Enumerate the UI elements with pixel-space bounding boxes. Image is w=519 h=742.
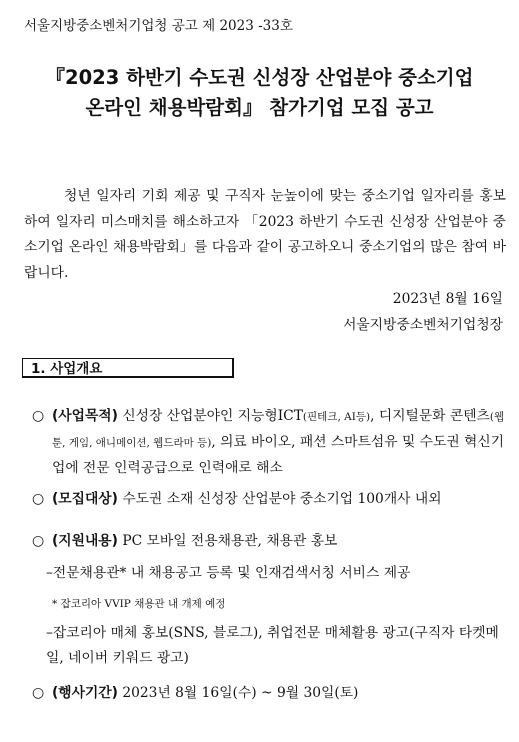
section-heading: 1. 사업개요	[22, 358, 234, 378]
period-item	[52, 681, 507, 706]
target-text: 수도권 소재 신성장 산업분야 중소기업 100개사 내외	[122, 491, 442, 507]
bullet-icon: ○	[32, 408, 45, 424]
purpose-text-b-small: (웹툰, 게임, 애니메이션, 웹드라마 등)	[52, 411, 505, 449]
target-item	[52, 487, 507, 512]
purpose-text-c: , 의료 바이오, 패션 스마트섬유 및 수도권 혁신기업에 전문 인력공급으로 인력애로 해소	[52, 434, 505, 476]
support-item	[52, 529, 507, 554]
support-sub-item-1: –전문채용관* 내 채용공고 등록 및 인재검색서칭 서비스 제공	[46, 565, 411, 581]
period-text: 2023년 8월 16일(수) ~ 9월 30일(토)	[122, 685, 359, 701]
issuer-name: 서울지방중소벤처기업청장	[343, 317, 503, 333]
period-label: (행사기간)	[52, 685, 118, 701]
notice-number: 서울지방중소벤처기업청 공고 제 2023 -33호	[24, 18, 293, 34]
purpose-text-b: , 디지털문화 콘텐츠	[370, 408, 490, 424]
purpose-item	[52, 404, 507, 481]
target-label: (모집대상)	[52, 491, 118, 507]
purpose-label: (사업목적)	[52, 408, 118, 424]
bullet-icon: ○	[32, 685, 45, 701]
notice-date: 2023년 8월 16일	[392, 291, 503, 307]
page-title-line-1: 『2023 하반기 수도권 신성장 산업분야 중소기업	[45, 66, 474, 89]
bullet-icon: ○	[32, 533, 45, 549]
support-label: (지원내용)	[52, 533, 118, 549]
bullet-icon: ○	[32, 491, 45, 507]
purpose-text-a: 신성장 산업분야인 지능형ICT	[122, 408, 303, 424]
support-note: * 잡코리아 VVIP 채용관 내 개제 예정	[52, 598, 226, 610]
purpose-text-a-small: (핀테크, AI등)	[302, 411, 371, 423]
support-text: PC 모바일 전용채용관, 채용관 홍보	[122, 533, 338, 549]
page-title-line-2: 온라인 채용박람회』 참가기업 모집 공고	[85, 96, 434, 119]
intro-paragraph: 청년 일자리 기회 제공 및 구직자 눈높이에 맞는 중소기업 일자리를 홍보하여 일자리 미스매치를 해소하고자 「2023 하반기 수도권 신성장 산업분야 중소기업 온라인 채용박람회」를 다음과 같이 공고하오니 중소기업의 많은 참여 바랍니다.	[24, 188, 506, 281]
support-sub-item-2: –잡코리아 매체 홍보(SNS, 블로그), 취업전문 매체활용 광고(구직자 타켓메일, 네이버 키워드 광고)	[46, 625, 499, 666]
